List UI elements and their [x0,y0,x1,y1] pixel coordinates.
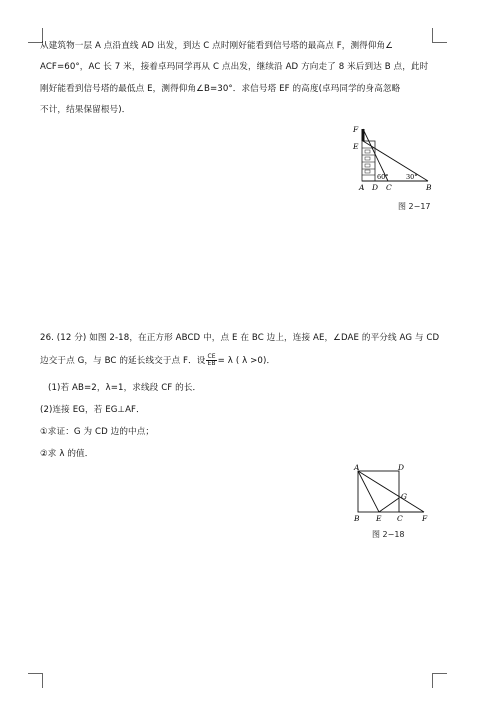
label-E: E [353,142,359,151]
crop-mark-bottom-left [28,673,43,688]
label-E: E [376,514,382,523]
figure-2-17-caption: 图 2−17 [398,202,431,211]
problem26-item-3: ①求证：G 为 CD 边的中点； [40,427,155,437]
ratio-fraction [206,354,216,367]
problem26-item-4: ②求 λ 的值． [40,449,94,459]
problem26-item-1: (1)若 AB=2，λ=1，求线段 CF 的长． [48,383,202,393]
segment-af [358,471,424,512]
label-B: B [426,183,432,192]
label-D: D [398,463,405,472]
square-abcd [358,471,399,512]
angle-60: 60° [377,173,389,181]
label-D: D [372,183,379,192]
crop-mark-bottom-right [432,673,447,688]
label-C: C [397,514,403,523]
problem26-intro-line-2 [40,354,460,367]
figure-2-17 [346,125,442,195]
intro2-pre: 边交于点 G，与 BC 的延长线交于点 F．设 [40,356,206,366]
label-B: B [354,514,360,523]
label-C: C [386,183,392,192]
problem26-intro-line-1: 26. (12 分) 如图 2-18，在正方形 ABCD 中，点 E 在 BC 边上，连接 AE，∠DAE 的平分线 AG 与 CD [40,333,440,343]
problem26-item-2: (2)连接 EG，若 EG⊥AF． [40,405,145,415]
fraction-numerator: CE [207,353,216,360]
problem25-line-4: 不计，结果保留根号)． [40,105,131,115]
figure-2-18 [350,462,436,526]
label-F: F [422,514,428,523]
label-A: A [359,183,365,192]
fraction-denominator: EB [207,360,216,367]
label-G: G [401,492,407,501]
intro2-post: = λ ( λ >0)． [217,356,276,366]
problem25-line-3: 刚好能看到信号塔的最低点 E，测得仰角∠B=30°．求信号塔 EF 的高度(卓玛同学的身高忽略 [40,84,401,94]
label-A: A [354,463,360,472]
angle-30: 30° [406,173,418,181]
segment-eg [379,498,399,512]
problem25-line-1: 从建筑物一层 A 点沿直线 AD 出发，到达 C 点时刚好能看到信号塔的最高点 F，测得仰角∠ [40,41,394,51]
figure-2-18-caption: 图 2−18 [372,530,405,539]
label-F: F [353,125,359,134]
problem25-line-2: ACF=60°，AC 长 7 米，接着卓玛同学再从 C 点出发，继续沿 AD 方向走了 8 米后到达 B 点，此时 [40,62,429,72]
